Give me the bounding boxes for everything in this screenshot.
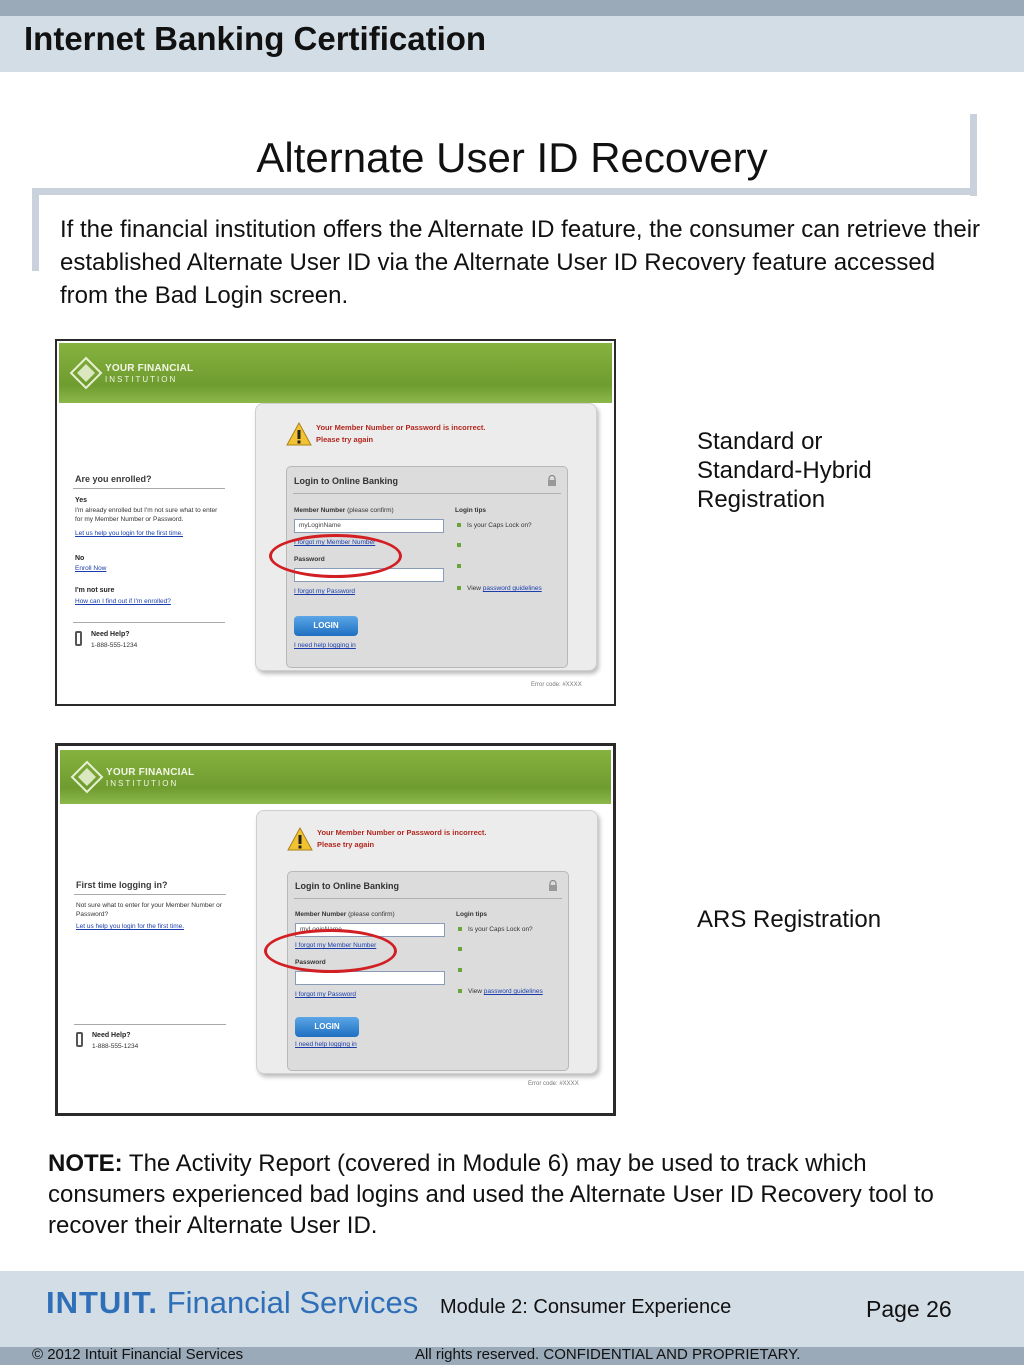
brand-intuit: INTUIT. [46, 1285, 159, 1320]
ars-registration-label: ARS Registration [697, 906, 882, 933]
side-divider-2 [73, 622, 225, 623]
phone-icon [76, 1032, 83, 1047]
password-guidelines-link[interactable]: password guidelines [482, 585, 542, 592]
brand-financial-services: Financial Services [166, 1285, 419, 1320]
tip-password-guidelines [457, 585, 542, 592]
enroll-link[interactable]: Enroll Now [75, 565, 107, 572]
note-text: The Activity Report (covered in Module 6) may be used to track which consumers experienced bad logins and used the Alternate User ID Recovery tool to recover their Alternate User ID. [48, 1150, 934, 1239]
standard-registration-label [697, 427, 872, 514]
lock-icon [548, 880, 558, 892]
need-help-logging-in-link[interactable]: I need help logging in [295, 1041, 357, 1048]
tip-password-guidelines [458, 988, 543, 995]
error-message-line1: Your Member Number or Password is incorrect. [317, 828, 487, 837]
tip-empty-1 [458, 946, 468, 953]
note-label: NOTE: [48, 1150, 123, 1177]
standard-label-line1: Standard or [697, 428, 823, 455]
member-number-hint: (please confirm) [348, 911, 395, 918]
logo-text: YOUR FINANCIAL [105, 363, 194, 374]
logo-mark-icon [70, 760, 104, 794]
error-code: Error code: #XXXX [528, 1081, 579, 1087]
help-phone: 1-888-555-1234 [92, 1043, 139, 1050]
error-message-line1: Your Member Number or Password is incorrect. [316, 423, 486, 432]
logo-mark-icon [69, 356, 103, 390]
login-tips-title: Login tips [456, 911, 488, 918]
member-number-input[interactable]: myLoginName [294, 519, 444, 533]
login-button[interactable]: LOGIN [295, 1017, 359, 1037]
lock-icon [547, 475, 557, 487]
member-number-label [294, 507, 394, 514]
tip-caps-lock: Is your Caps Lock on? [458, 926, 533, 933]
module-label: Module 2: Consumer Experience [440, 1296, 732, 1318]
rights-notice: All rights reserved. CONFIDENTIAL AND PROPRIETARY. [415, 1346, 801, 1363]
yes-text: I'm already enrolled but I'm not sure what to enter for my Member Number or Password. [75, 507, 218, 523]
intro-paragraph: If the financial institution offers the Alternate ID feature, the consumer can retrieve their established Alternate User ID via the Alternate User ID Recovery feature accessed from the Bad Login screen. [60, 216, 981, 309]
tip-empty-2 [457, 563, 467, 570]
tip-empty-1 [457, 542, 467, 549]
institution-banner [59, 343, 612, 403]
login-box-divider [294, 898, 562, 899]
member-number-label-text: Member Number [295, 911, 347, 918]
help-phone: 1-888-555-1234 [91, 642, 138, 649]
side-divider-2 [74, 1024, 226, 1025]
top-stripe [0, 0, 1024, 16]
member-number-hint: (please confirm) [347, 507, 394, 514]
phone-icon [75, 631, 82, 646]
highlight-ring [264, 929, 397, 973]
need-help-logging-in-link[interactable]: I need help logging in [294, 642, 356, 649]
screenshot-ars [55, 743, 616, 1116]
institution-banner [60, 750, 611, 804]
note-paragraph [48, 1148, 978, 1241]
copyright: © 2012 Intuit Financial Services [32, 1346, 244, 1363]
side-question: Are you enrolled? [75, 474, 152, 484]
password-label: Password [294, 556, 325, 563]
login-tips-title: Login tips [455, 507, 487, 514]
warning-icon [287, 827, 313, 851]
screenshot-standard [55, 339, 616, 706]
forgot-member-number-link[interactable]: I forgot my Member Number [295, 942, 377, 949]
need-help-title: Need Help? [92, 1032, 131, 1039]
find-out-link[interactable]: How can I find out if I'm enrolled? [75, 598, 171, 605]
login-box-divider [293, 493, 561, 494]
side-text: Not sure what to enter for your Member Number or Password? [76, 902, 222, 918]
standard-label-line3: Registration [697, 486, 826, 513]
password-input[interactable] [295, 971, 445, 985]
member-number-label-text: Member Number [294, 507, 346, 514]
tip-caps-lock: Is your Caps Lock on? [457, 522, 532, 529]
error-message-line2: Please try again [316, 435, 374, 444]
error-code: Error code: #XXXX [531, 682, 582, 688]
forgot-password-link[interactable]: I forgot my Password [295, 991, 357, 998]
slide-title: Alternate User ID Recovery [256, 134, 768, 181]
side-question: First time logging in? [76, 880, 168, 890]
login-box-title: Login to Online Banking [294, 476, 398, 486]
header-title: Internet Banking Certification [24, 20, 487, 57]
logo-subtext: INSTITUTION [105, 375, 178, 384]
forgot-member-number-link[interactable]: I forgot my Member Number [294, 539, 376, 546]
error-message-line2: Please try again [317, 840, 375, 849]
not-sure-label: I'm not sure [75, 587, 115, 594]
logo-subtext: INSTITUTION [106, 779, 179, 788]
intuit-logo [46, 1285, 418, 1321]
warning-icon [286, 422, 312, 446]
side-divider [74, 894, 226, 895]
tip-empty-2 [458, 967, 468, 974]
tip-view-text: View [468, 988, 482, 995]
login-button[interactable]: LOGIN [294, 616, 358, 636]
yes-label: Yes [75, 497, 88, 504]
forgot-password-link[interactable]: I forgot my Password [294, 588, 356, 595]
member-number-label [295, 911, 395, 918]
standard-label-line2: Standard-Hybrid [697, 457, 872, 484]
tip-view-text: View [467, 585, 481, 592]
password-guidelines-link[interactable]: password guidelines [483, 988, 543, 995]
no-label: No [75, 555, 85, 562]
first-time-link[interactable]: Let us help you login for the first time. [75, 530, 184, 537]
title-frame-bottom [32, 188, 977, 195]
password-label: Password [295, 959, 326, 966]
highlight-ring [269, 534, 402, 578]
need-help-title: Need Help? [91, 631, 130, 638]
member-number-input[interactable]: myLoginName [295, 923, 445, 937]
first-time-link[interactable]: Let us help you login for the first time. [76, 923, 185, 930]
logo-text: YOUR FINANCIAL [106, 767, 195, 778]
side-divider [73, 488, 225, 489]
login-box-title: Login to Online Banking [295, 881, 399, 891]
title-frame-left [32, 195, 39, 271]
page-number: Page 26 [866, 1296, 952, 1322]
